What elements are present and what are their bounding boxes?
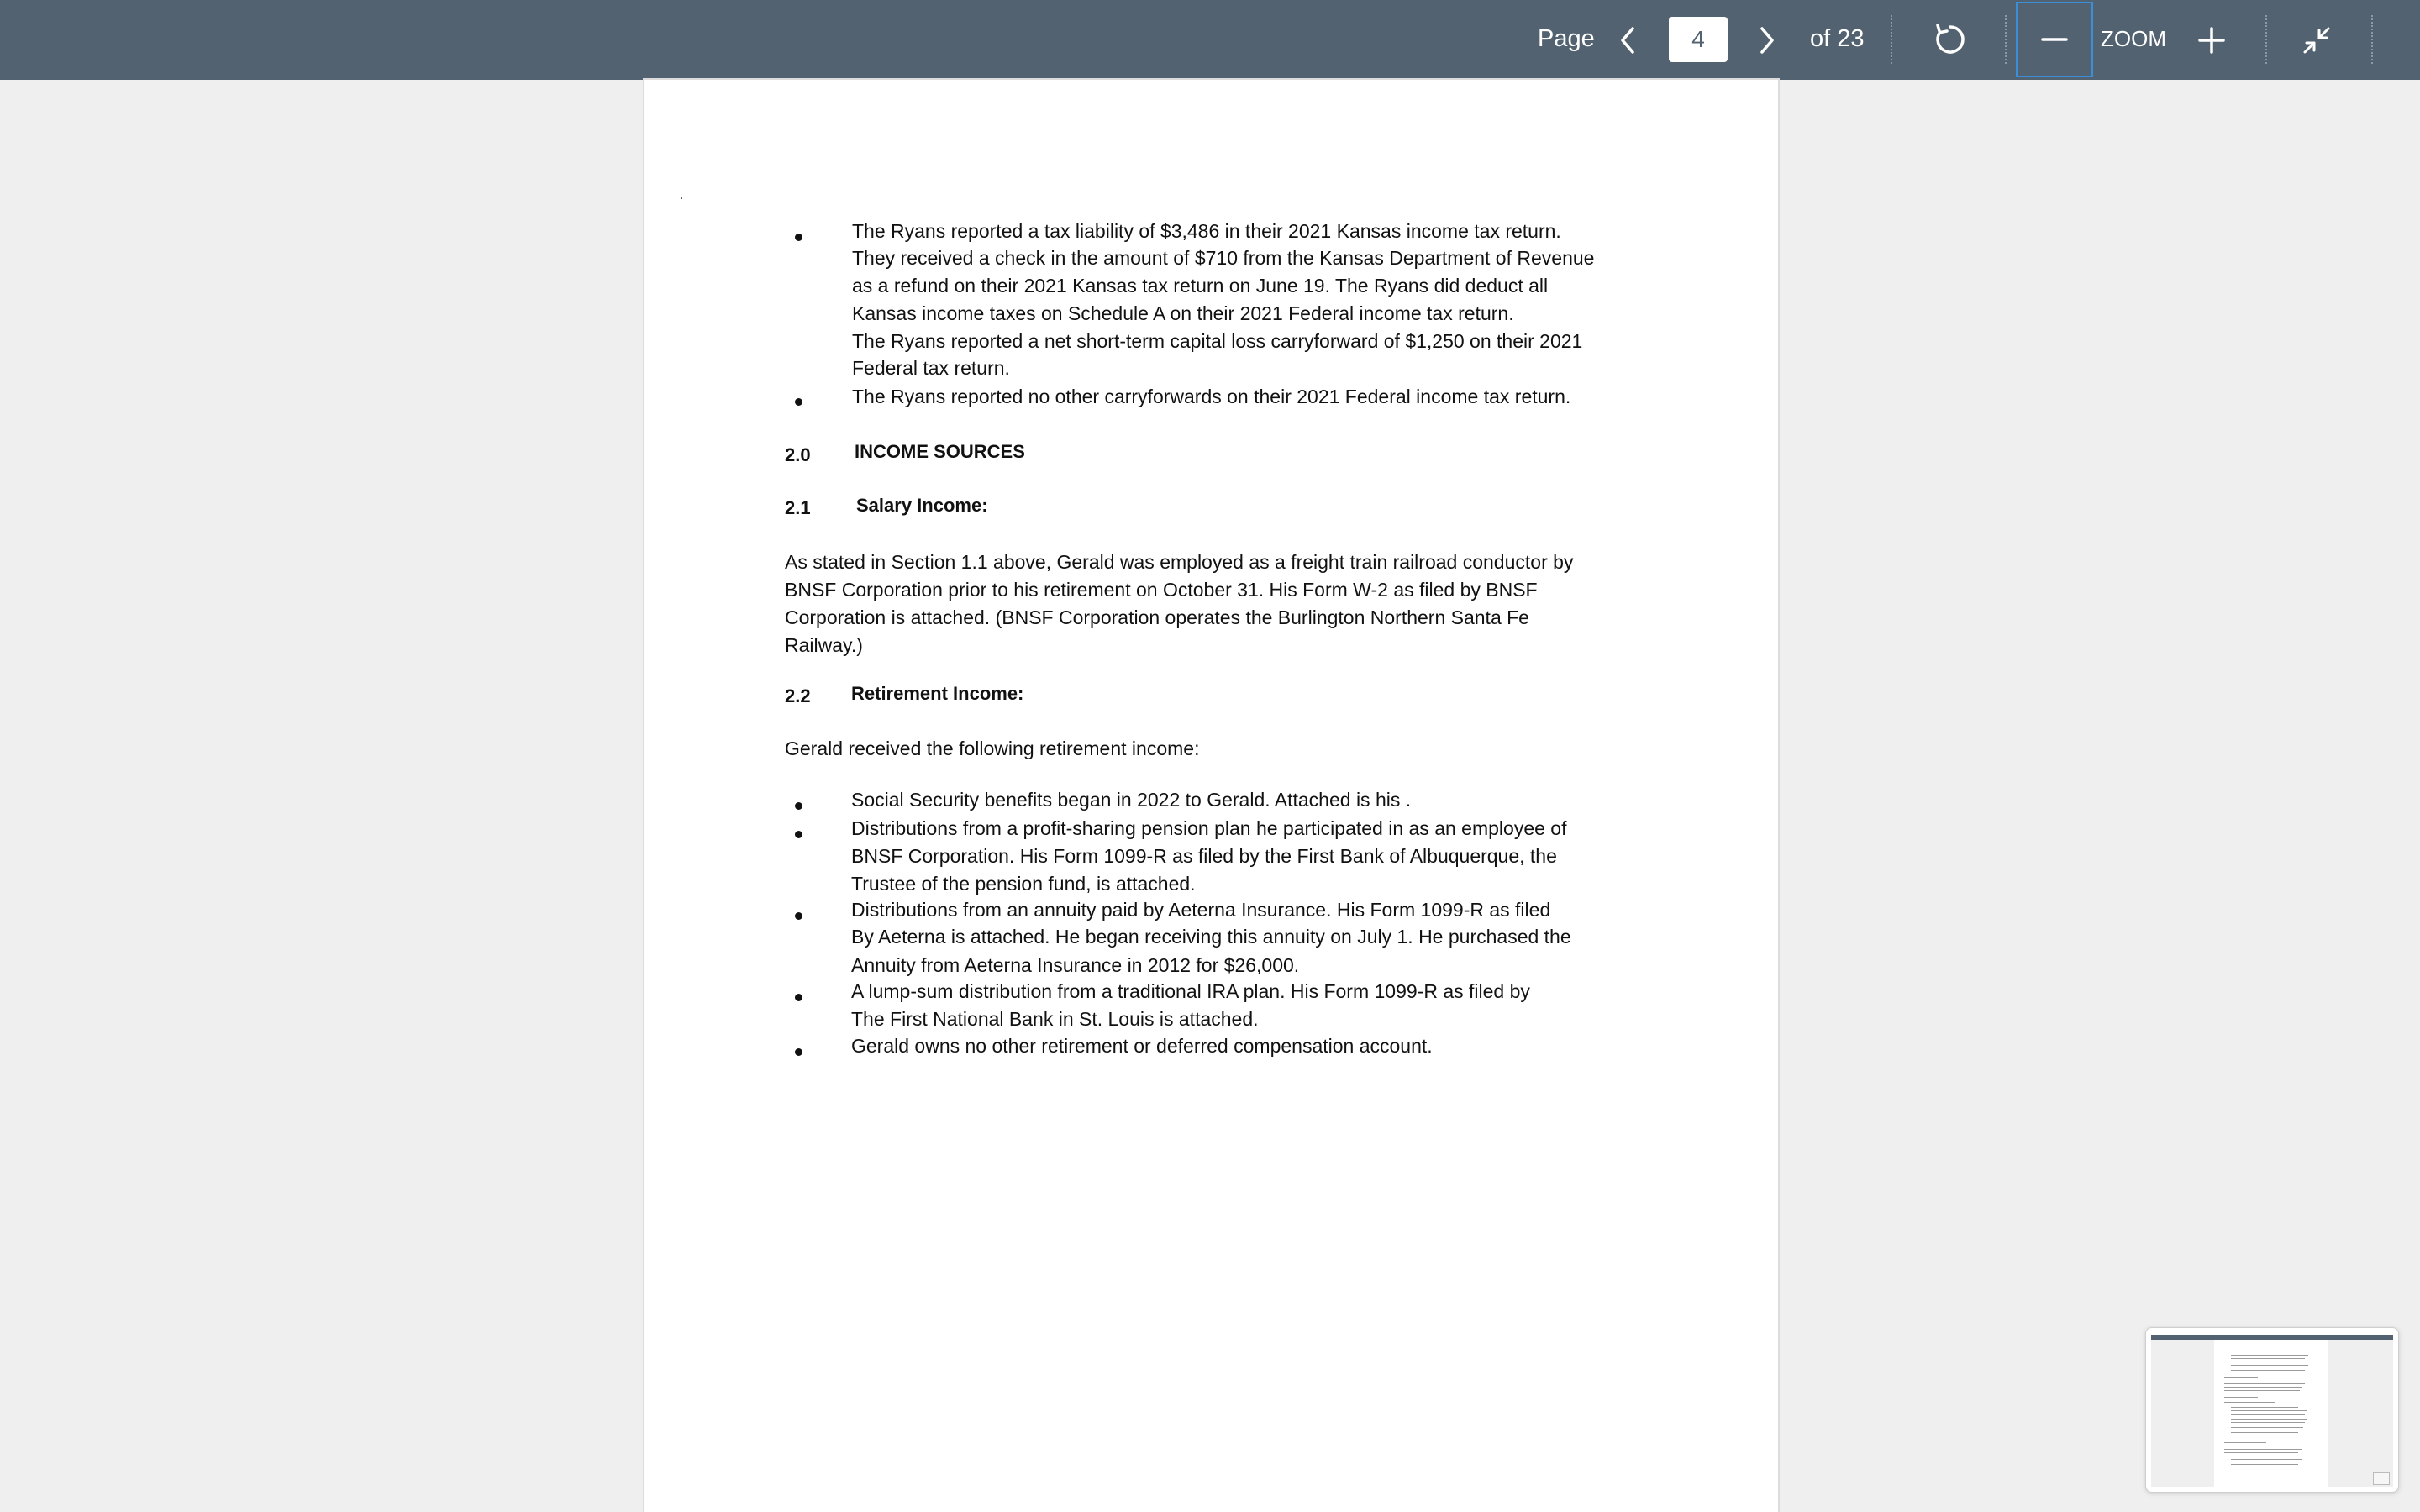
thumbnail-text-line xyxy=(2231,1355,2308,1356)
viewer-toolbar xyxy=(0,0,2420,80)
exit-fullscreen-button[interactable] xyxy=(2296,17,2337,63)
zoom-in-button[interactable] xyxy=(2193,17,2230,63)
bullet-dot xyxy=(795,802,802,810)
thumbnail-text-line xyxy=(2231,1414,2305,1415)
total-pages-label: of 23 xyxy=(1810,25,1865,52)
doc-line: BNSF Corporation prior to his retirement on October 31. His Form W-2 as filed by BNSF xyxy=(785,579,1538,601)
thumbnail-text-line xyxy=(2231,1459,2302,1460)
thumbnail-text-line xyxy=(2231,1358,2305,1359)
toolbar-divider xyxy=(2005,15,2007,64)
doc-line: The Ryans reported a tax liability of $3,486 in their 2021 Kansas income tax return. xyxy=(852,220,1561,242)
doc-line: Corporation is attached. (BNSF Corporation operates the Burlington Northern Santa Fe xyxy=(785,606,1529,628)
document-content xyxy=(644,80,1778,1512)
thumbnail-text-line xyxy=(2224,1377,2258,1378)
doc-line: BNSF Corporation. His Form 1099-R as filed by the First Bank of Albuquerque, the xyxy=(851,845,1557,867)
thumbnail-text-line xyxy=(2224,1452,2298,1453)
doc-line: Distributions from an annuity paid by Aeterna Insurance. His Form 1099-R as filed xyxy=(851,899,1551,921)
thumbnail-text-line xyxy=(2231,1410,2307,1411)
thumbnail-text-line xyxy=(2231,1427,2303,1428)
doc-line: By Aeterna is attached. He began receiving this annuity on July 1. He purchased the xyxy=(851,926,1571,948)
section-title: INCOME SOURCES xyxy=(855,441,1025,462)
document-page xyxy=(644,80,1778,1512)
thumbnail-resize-handle[interactable] xyxy=(2373,1472,2390,1485)
doc-line: Distributions from a profit-sharing pension plan he participated in as an employee of xyxy=(851,817,1567,839)
thumbnail-text-line xyxy=(2231,1370,2305,1371)
bullet-dot xyxy=(795,398,802,406)
zoom-label: ZOOM xyxy=(2101,26,2166,51)
doc-line: A lump-sum distribution from a traditional IRA plan. His Form 1099-R as filed by xyxy=(851,980,1530,1002)
rotate-button[interactable] xyxy=(1929,15,1971,64)
thumbnail-page xyxy=(2214,1340,2328,1487)
doc-line: Gerald received the following retirement income: xyxy=(785,738,1200,759)
section-title: Retirement Income: xyxy=(851,683,1024,704)
collapse-arrows-icon xyxy=(2302,25,2332,55)
doc-line: Railway.) xyxy=(785,634,863,656)
minus-icon xyxy=(2041,37,2068,42)
chevron-right-icon xyxy=(1758,26,1776,55)
page-number-input[interactable] xyxy=(1669,17,1728,62)
thumbnail-text-line xyxy=(2224,1383,2305,1384)
bullet-dot xyxy=(795,1048,802,1056)
thumbnail-text-line xyxy=(2224,1390,2300,1391)
chevron-left-icon xyxy=(1618,26,1637,55)
thumbnail-text-line xyxy=(2231,1464,2298,1465)
doc-line: Annuity from Aeterna Insurance in 2012 for $26,000. xyxy=(851,954,1300,976)
bullet-dot xyxy=(795,831,802,838)
doc-line: The Ryans reported no other carryforwards on their 2021 Federal income tax return. xyxy=(852,386,1571,407)
doc-line: The Ryans reported a net short-term capital loss carryforward of $1,250 on their 2021 xyxy=(852,330,1583,352)
thumbnail-text-line xyxy=(2224,1387,2302,1388)
section-number: 2.0 xyxy=(785,444,811,465)
doc-line: Gerald owns no other retirement or deferred compensation account. xyxy=(851,1035,1433,1057)
zoom-out-button[interactable] xyxy=(2016,2,2093,77)
thumbnail-text-line xyxy=(2224,1442,2266,1443)
previous-page-button[interactable] xyxy=(1611,17,1644,63)
section-number: 2.2 xyxy=(785,685,811,706)
section-title: Salary Income: xyxy=(856,495,988,516)
toolbar-divider xyxy=(1891,15,1892,64)
thumbnail-text-line xyxy=(2231,1432,2298,1433)
toolbar-divider xyxy=(2371,15,2373,64)
toolbar-divider xyxy=(2265,15,2267,64)
plus-icon xyxy=(2198,27,2225,54)
thumbnail-text-line xyxy=(2224,1449,2302,1450)
rotate-icon xyxy=(1933,22,1968,57)
doc-line: Federal tax return. xyxy=(852,357,1010,379)
doc-line: As stated in Section 1.1 above, Gerald was employed as a freight train railroad conductor by xyxy=(785,551,1574,573)
page-label: Page xyxy=(1538,25,1595,52)
doc-line: as a refund on their 2021 Kansas tax return on June 19. The Ryans did deduct all xyxy=(852,275,1549,297)
bullet-dot xyxy=(795,234,802,241)
section-number: 2.1 xyxy=(785,497,811,518)
thumbnail-text-line xyxy=(2224,1402,2275,1403)
bullet-dot xyxy=(795,912,802,920)
doc-line: They received a check in the amount of $710 from the Kansas Department of Revenue xyxy=(852,247,1595,269)
doc-line: Social Security benefits began in 2022 to Gerald. Attached is his . xyxy=(851,789,1412,811)
thumbnail-text-line xyxy=(2231,1422,2305,1423)
page-thumbnail-navigator[interactable] xyxy=(2145,1327,2399,1493)
thumbnail-text-line xyxy=(2231,1407,2298,1408)
thumbnail-text-line xyxy=(2231,1365,2308,1366)
scan-speck xyxy=(681,197,682,199)
doc-line: The First National Bank in St. Louis is attached. xyxy=(851,1008,1259,1030)
doc-line: Kansas income taxes on Schedule A on their 2021 Federal income tax return. xyxy=(852,302,1514,324)
thumbnail-text-line xyxy=(2231,1419,2307,1420)
thumbnail-text-line xyxy=(2224,1397,2258,1398)
doc-line: Trustee of the pension fund, is attached. xyxy=(851,873,1196,895)
bullet-dot xyxy=(795,994,802,1001)
next-page-button[interactable] xyxy=(1750,17,1784,63)
